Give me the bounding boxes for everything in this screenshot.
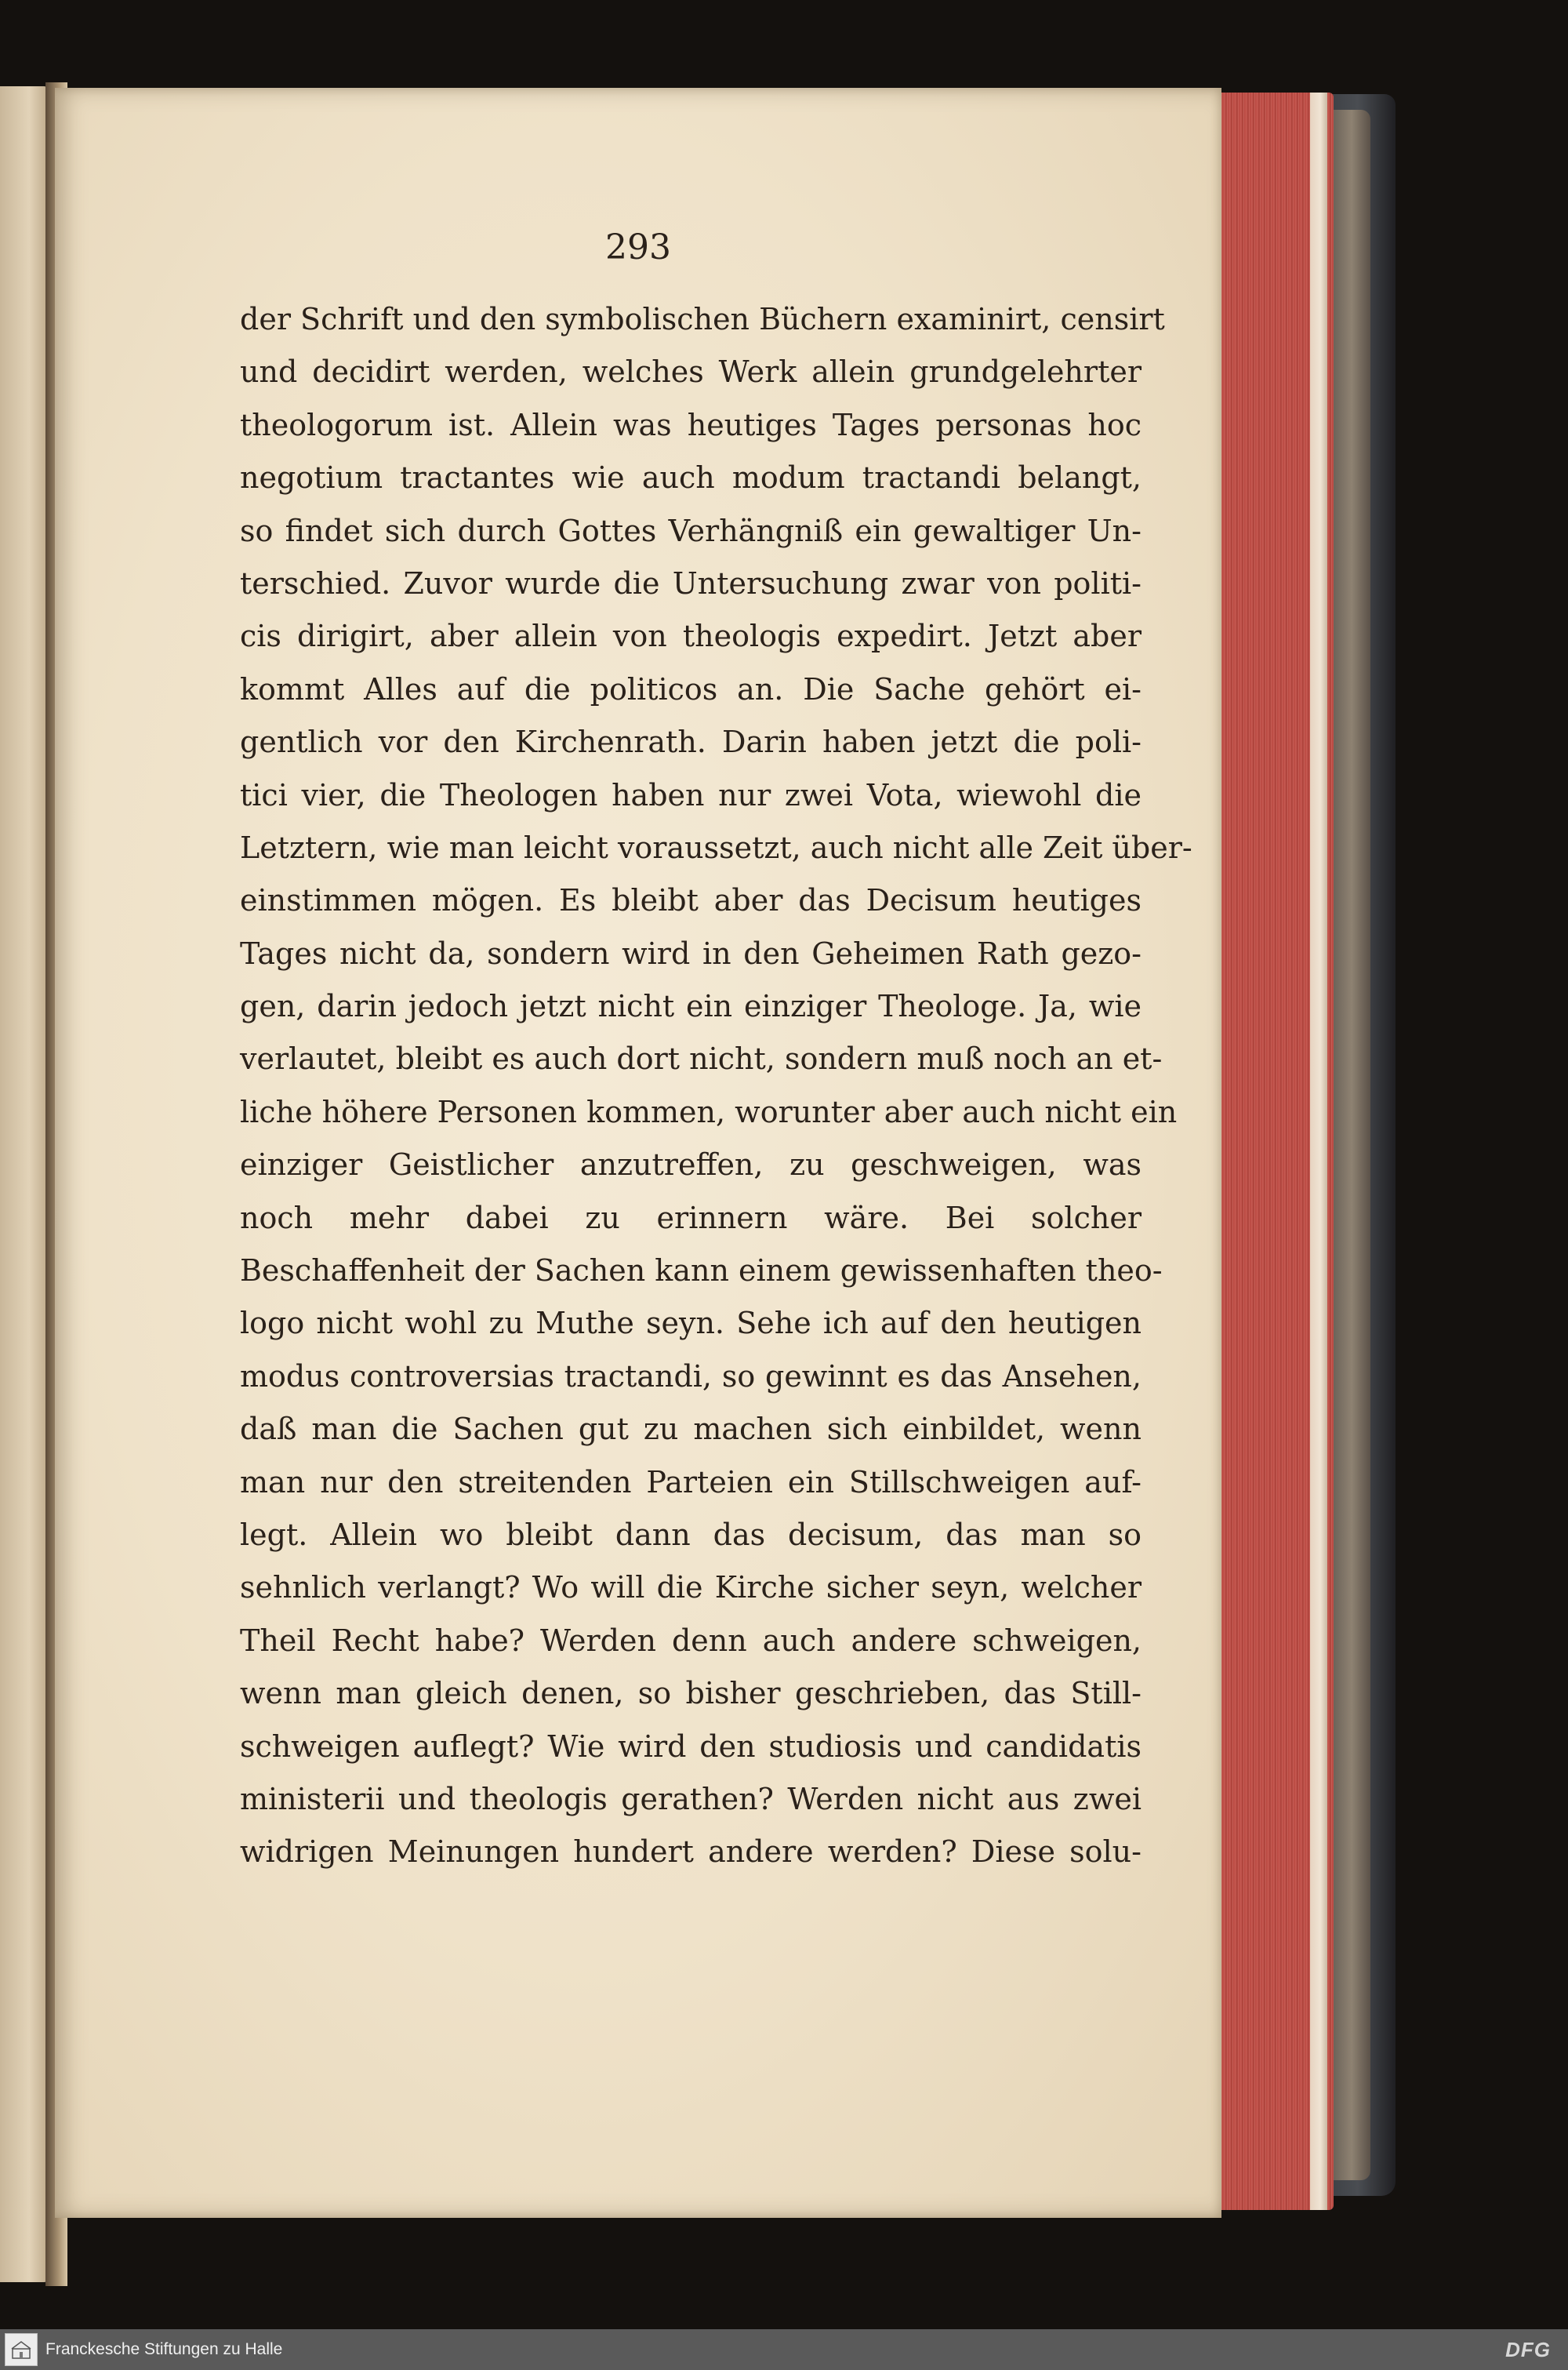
- text-line: der Schrift und den symbolischen Büchern examinirt, censirt: [240, 302, 1165, 336]
- francke-foundation-logo-icon: [5, 2333, 38, 2366]
- book-cover-edge: [1333, 110, 1370, 2180]
- text-line: so findet sich durch Gottes Verhängniß ein gewaltiger Un-: [240, 513, 1142, 548]
- text-line: Tages nicht da, sondern wird in den Geheimen Rath gezo-: [240, 936, 1142, 971]
- text-line: schweigen auflegt? Wie wird den studiosis und candidatis: [240, 1728, 1142, 1764]
- text-line: cis dirigirt, aber allein von theologis expedirt. Jetzt aber: [240, 619, 1142, 654]
- text-line: gentlich vor den Kirchenrath. Darin haben jetzt die poli-: [240, 725, 1142, 760]
- text-line: wenn man gleich denen, so bisher geschrieben, das Still-: [240, 1676, 1142, 1711]
- text-line: Letztern, wie man leicht voraussetzt, auch nicht alle Zeit über-: [240, 830, 1192, 865]
- text-line: theologorum ist. Allein was heutiges Tages personas hoc: [240, 407, 1142, 442]
- text-line: einstimmen mögen. Es bleibt aber das Decisum heutiges: [240, 883, 1142, 918]
- institution-name: Franckesche Stiftungen zu Halle: [45, 2340, 283, 2358]
- text-line: modus controversias tractandi, so gewinnt es das Ansehen,: [240, 1358, 1142, 1394]
- text-line: legt. Allein wo bleibt dann das decisum, das man so: [240, 1517, 1142, 1552]
- text-line: und decidirt werden, welches Werk allein grundgelehrter: [240, 354, 1142, 390]
- text-line: verlautet, bleibt es auch dort nicht, sondern muß noch an et-: [240, 1041, 1163, 1077]
- text-line: gen, darin jedoch jetzt nicht ein einziger Theologe. Ja, wie: [240, 989, 1142, 1024]
- book-page: [55, 88, 1221, 2218]
- text-line: daß man die Sachen gut zu machen sich einbildet, wenn: [240, 1412, 1142, 1447]
- text-line: kommt Alles auf die politicos an. Die Sache gehört ei-: [240, 671, 1142, 707]
- text-line: tici vier, die Theologen haben nur zwei Vota, wiewohl die: [240, 777, 1142, 812]
- page-number: 293: [605, 227, 671, 267]
- text-line: terschied. Zuvor wurde die Untersuchung zwar von politi-: [240, 565, 1142, 601]
- footer-bar: [0, 2329, 1568, 2370]
- text-line: negotium tractantes wie auch modum tractandi belangt,: [240, 460, 1142, 496]
- previous-page-edge: [0, 86, 49, 2282]
- text-line: Beschaffenheit der Sachen kann einem gewissenhaften theo-: [240, 1253, 1163, 1289]
- text-line: sehnlich verlangt? Wo will die Kirche sicher seyn, welcher: [240, 1570, 1142, 1605]
- text-line: ministerii und theologis gerathen? Werden nicht aus zwei: [240, 1781, 1142, 1816]
- text-line: man nur den streitenden Parteien ein Stillschweigen auf-: [240, 1464, 1142, 1499]
- dfg-logo: DFG: [1505, 2337, 1551, 2361]
- text-line: logo nicht wohl zu Muthe seyn. Sehe ich auf den heutigen: [240, 1306, 1142, 1341]
- text-line: Theil Recht habe? Werden denn auch andere schweigen,: [240, 1623, 1142, 1658]
- body-text: [240, 293, 1192, 1879]
- text-line: widrigen Meinungen hundert andere werden? Diese solu-: [240, 1834, 1142, 1870]
- footer-institution: [0, 2333, 282, 2366]
- text-line: noch mehr dabei zu erinnern wäre. Bei solcher: [240, 1200, 1142, 1235]
- text-line: liche höhere Personen kommen, worunter aber auch nicht ein: [240, 1094, 1178, 1129]
- text-line: einziger Geistlicher anzutreffen, zu geschweigen, was: [240, 1147, 1142, 1183]
